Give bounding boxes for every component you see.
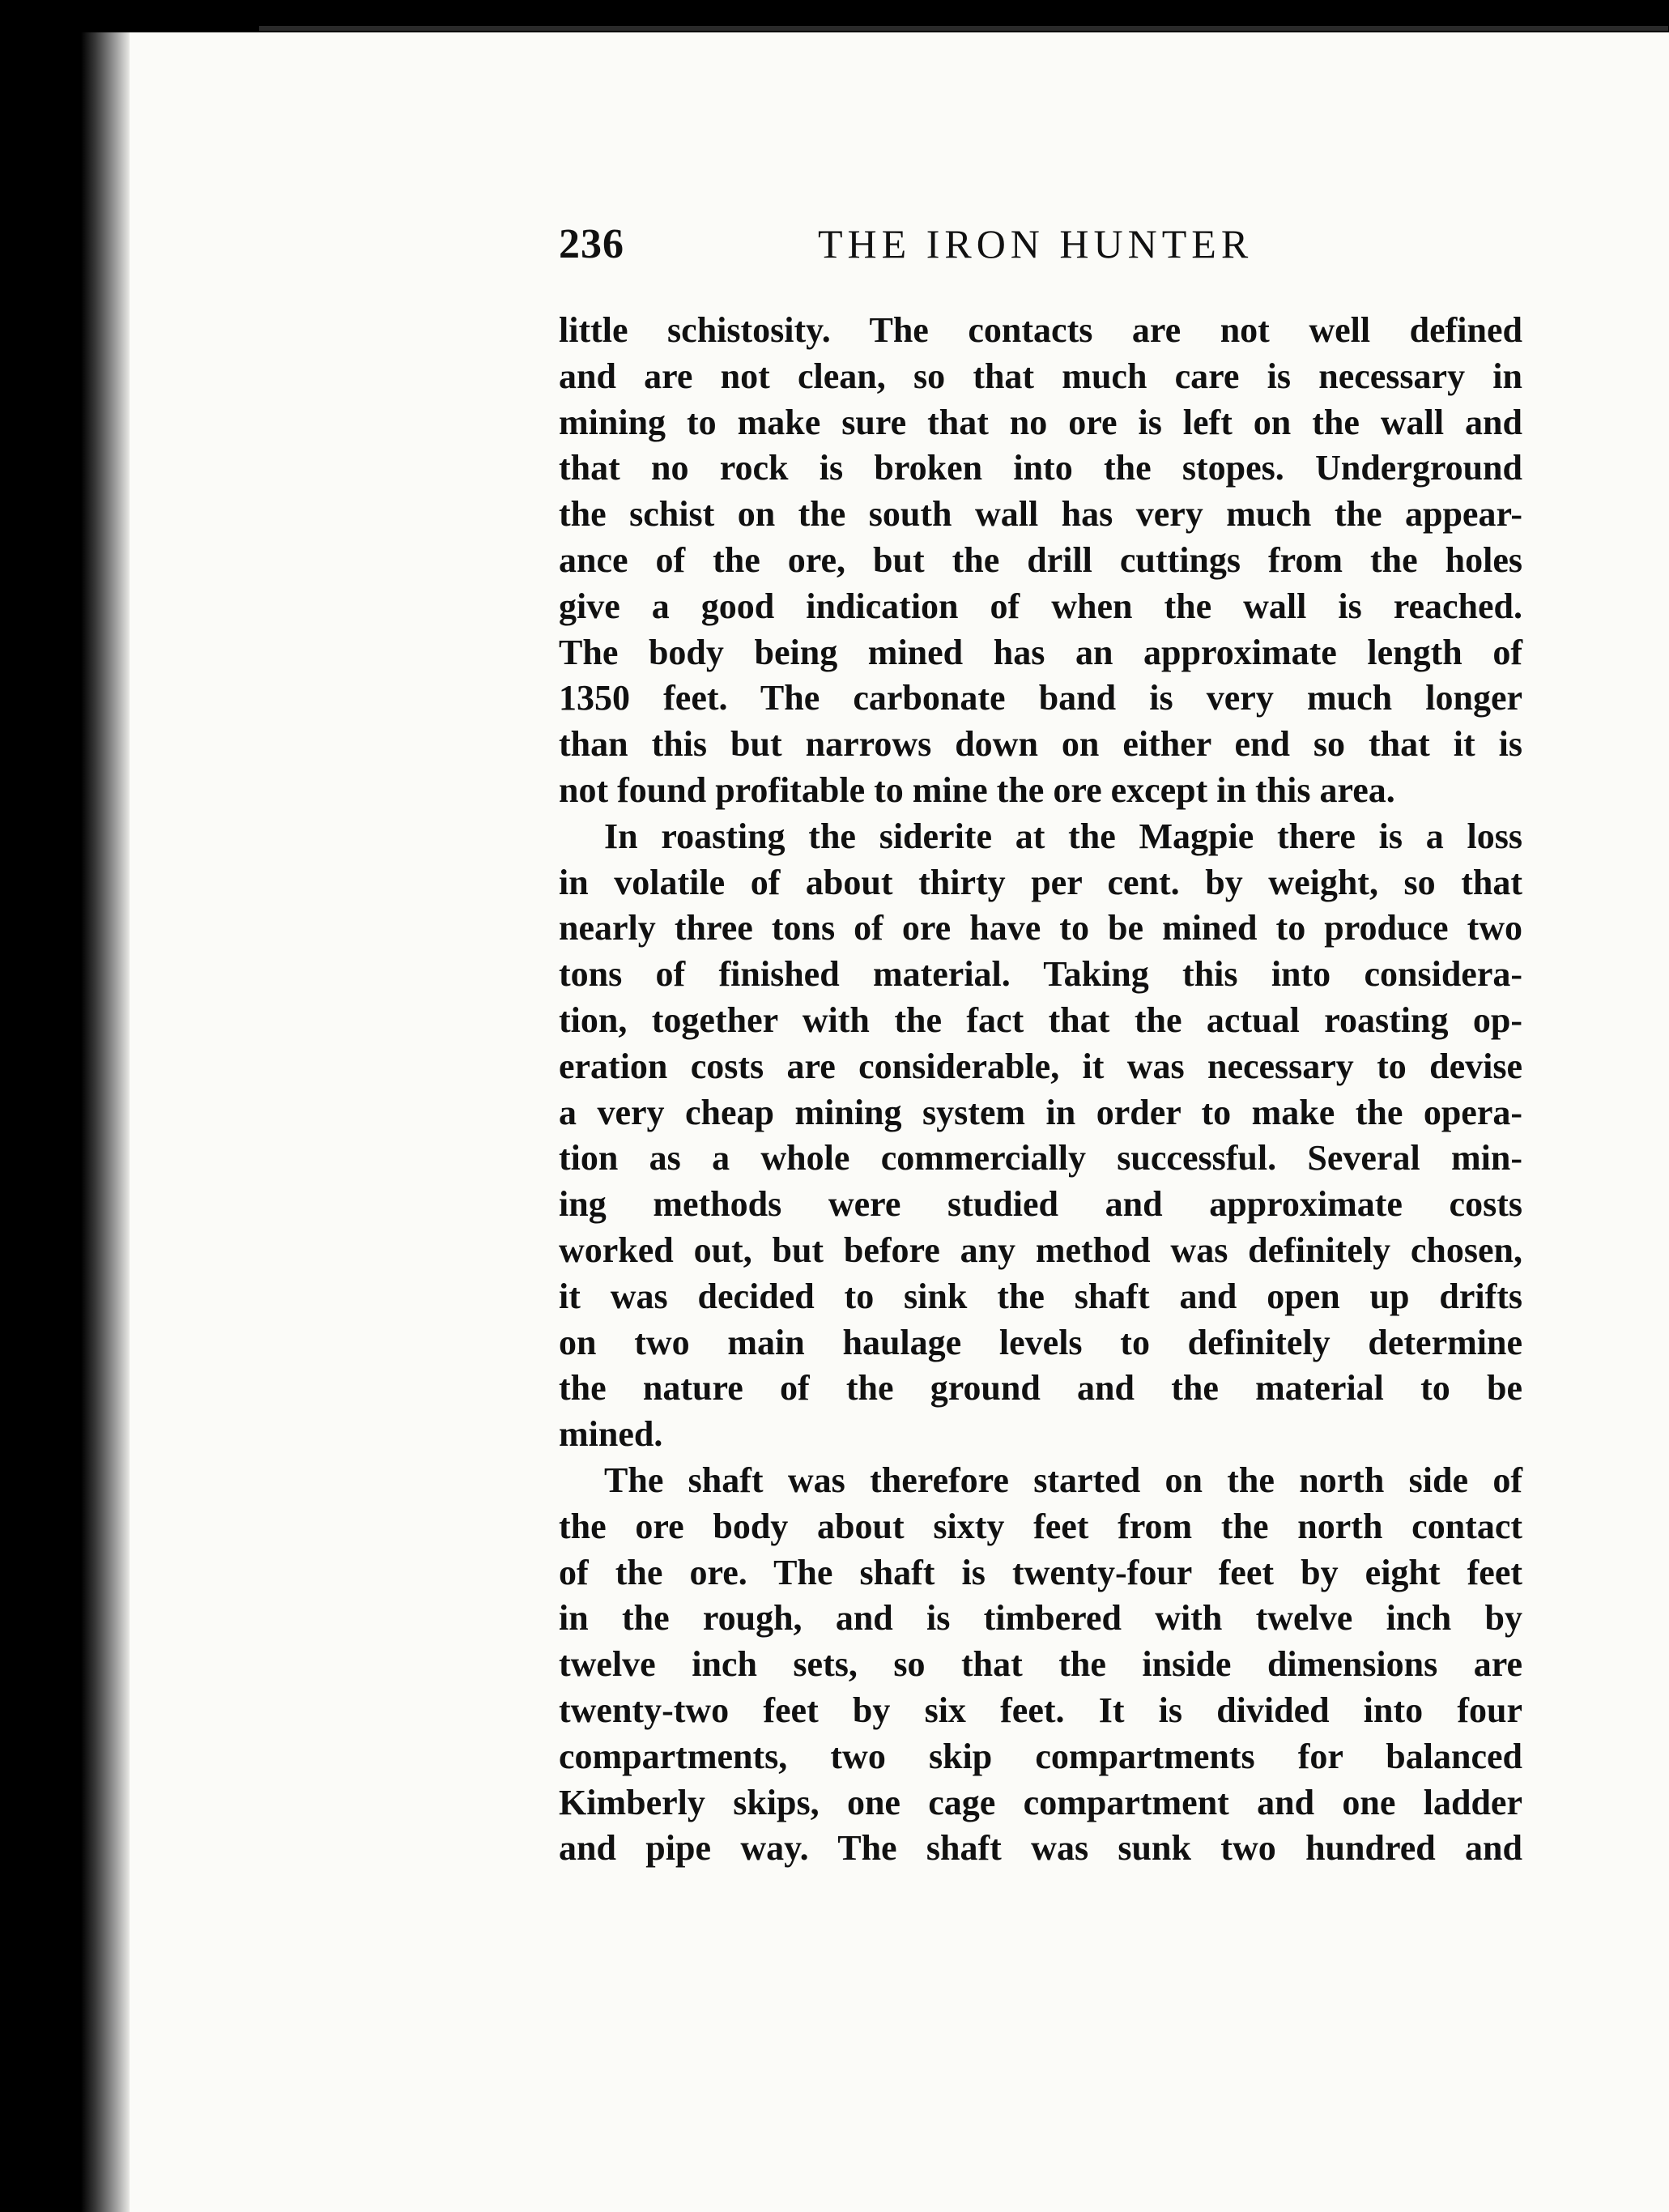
running-title: THE IRON HUNTER xyxy=(818,221,1254,266)
text-line: of the ore. The shaft is twenty-four feet by eight feet xyxy=(559,1552,1522,1592)
text-line: mining to make sure that no ore is left on the wall and xyxy=(559,402,1522,442)
text-line: and are not clean, so that much care is necessary in xyxy=(559,356,1522,396)
text-line: ing methods were studied and approximate costs xyxy=(559,1184,1522,1225)
top-edge-rule xyxy=(259,26,1668,31)
text-line: twelve inch sets, so that the inside dimensions are xyxy=(559,1644,1522,1685)
text-line: nearly three tons of ore have to be mined to produce two xyxy=(559,908,1522,948)
text-line: on two main haulage levels to definitely determine xyxy=(559,1322,1522,1362)
text-line: than this but narrows down on either end so that it is xyxy=(559,724,1522,765)
text-line: in volatile of about thirty per cent. by weight, so that xyxy=(559,862,1522,902)
text-line: eration costs are considerable, it was necessary to devise xyxy=(559,1046,1522,1086)
text-line: Kimberly skips, one cage compartment and one ladder xyxy=(559,1782,1522,1822)
text-line: 1350 feet. The carbonate band is very much longer xyxy=(559,678,1522,718)
page-binding-edge xyxy=(81,32,130,2212)
text-line: twenty-two feet by six feet. It is divided into four xyxy=(559,1690,1522,1730)
text-line: compartments, two skip compartments for balanced xyxy=(559,1736,1522,1776)
running-header xyxy=(559,220,1522,277)
text-line: the schist on the south wall has very much the appear- xyxy=(559,494,1522,535)
paragraph-first-line: The shaft was therefore started on the north side of xyxy=(604,1460,1522,1500)
text-line: mined. xyxy=(559,1414,663,1455)
text-line: little schistosity. The contacts are not well defined xyxy=(559,310,1522,350)
text-line: worked out, but before any method was definitely chosen, xyxy=(559,1230,1522,1270)
text-line: The body being mined has an approximate length of xyxy=(559,632,1522,672)
text-line: tons of finished material. Taking this into considera- xyxy=(559,954,1522,995)
text-line: the ore body about sixty feet from the north contact xyxy=(559,1506,1522,1546)
paragraph-first-line: In roasting the siderite at the Magpie there is a loss xyxy=(604,816,1522,856)
text-line: in the rough, and is timbered with twelve inch by xyxy=(559,1598,1522,1639)
text-line: that no rock is broken into the stopes. Underground xyxy=(559,448,1522,488)
text-line: a very cheap mining system in order to make the opera- xyxy=(559,1092,1522,1132)
text-line: the nature of the ground and the material to be xyxy=(559,1368,1522,1409)
text-line: tion, together with the fact that the actual roasting op- xyxy=(559,999,1522,1040)
text-line: it was decided to sink the shaft and open up drifts xyxy=(559,1276,1522,1316)
text-line: not found profitable to mine the ore except in this area. xyxy=(559,769,1395,810)
text-line: ance of the ore, but the drill cuttings from the holes xyxy=(559,539,1522,580)
text-line: give a good indication of when the wall is reached. xyxy=(559,586,1522,626)
text-line: tion as a whole commercially successful. Several min- xyxy=(559,1138,1522,1178)
body-text xyxy=(559,308,1522,1872)
text-line: and pipe way. The shaft was sunk two hundred and xyxy=(559,1828,1522,1869)
page-number: 236 xyxy=(559,221,624,267)
